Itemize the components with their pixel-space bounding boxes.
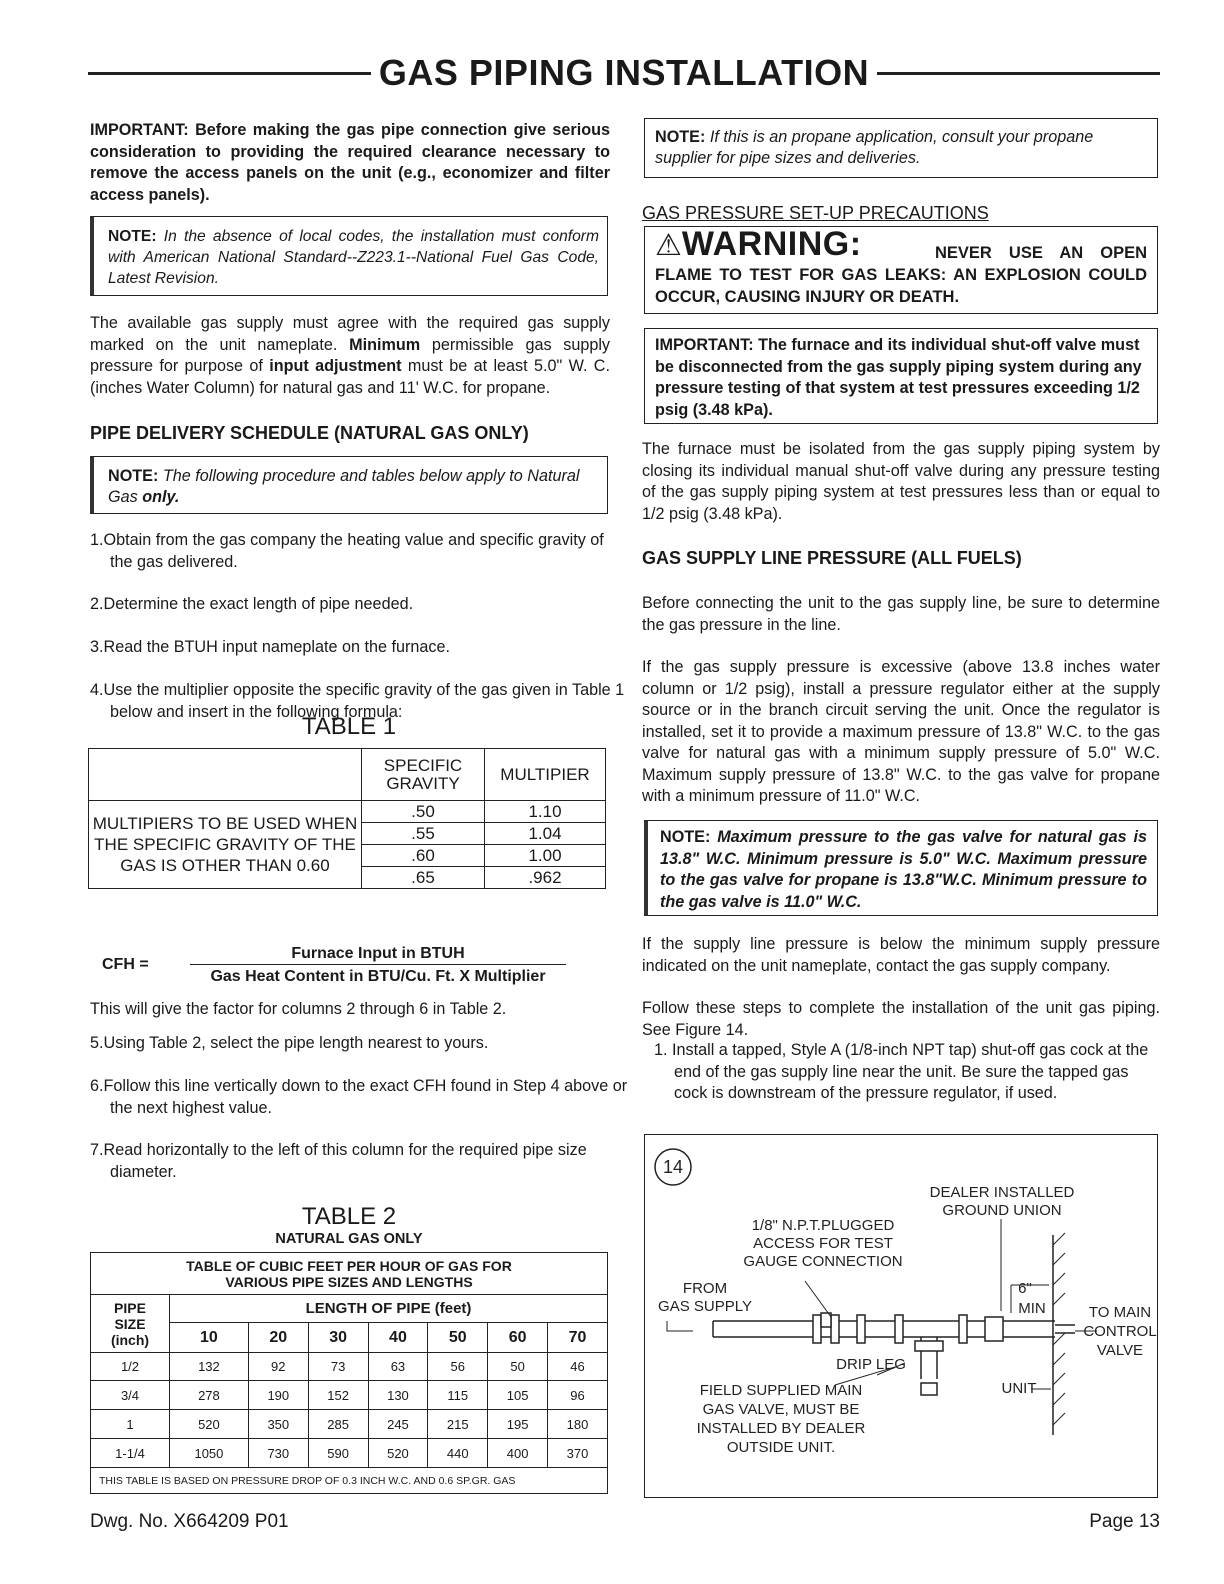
note-codes-text: In the absence of local codes, the installation must conform with American National Standard--Z223.1--National Fuel Gas Code, Latest Revision. — [108, 228, 599, 287]
figure-14 — [644, 1134, 1158, 1498]
svg-text:CONTROL: CONTROL — [1083, 1323, 1157, 1340]
table2-length-header: LENGTH OF PIPE (feet) — [170, 1295, 608, 1323]
formula-numerator: Furnace Input in BTUH — [190, 945, 566, 965]
table2-length: 50 — [428, 1323, 488, 1353]
precautions-heading: GAS PRESSURE SET-UP PRECAUTIONS — [642, 203, 989, 223]
table2-length: 20 — [248, 1323, 308, 1353]
pipe-fitting — [895, 1315, 903, 1343]
gas-cock-fitting — [813, 1315, 821, 1343]
schedule-heading: PIPE DELIVERY SCHEDULE (NATURAL GAS ONLY) — [90, 423, 529, 443]
table2-caption: TABLE OF CUBIC FEET PER HOUR OF GAS FOR VARIOUS PIPE SIZES AND LENGTHS — [91, 1253, 608, 1295]
line-pressure-heading: GAS SUPPLY LINE PRESSURE (ALL FUELS) — [642, 548, 1022, 568]
factor-text: This will give the factor for columns 2 through 6 in Table 2. — [90, 1000, 507, 1018]
table1-cell: .65 — [362, 867, 485, 889]
gas-pipe — [713, 1321, 1075, 1337]
step-3: 3.Read the BTUH input nameplate on the furnace. — [90, 638, 450, 656]
svg-text:MIN: MIN — [1018, 1300, 1046, 1317]
ground-union-icon — [985, 1317, 1003, 1341]
table2-length: 60 — [488, 1323, 548, 1353]
table1-col-mult: MULTIPIER — [485, 749, 606, 801]
table1-cell: .55 — [362, 823, 485, 845]
table1-col-sg: SPECIFIC GRAVITY — [362, 749, 485, 801]
important-disconnect: IMPORTANT: The furnace and its individual shut-off valve must be disconnected from the gas supply piping system during any pressure testing of that system at test pressures exceeding 1/2 psig (3.48 kPa). — [644, 328, 1158, 424]
svg-text:GAUGE CONNECTION: GAUGE CONNECTION — [743, 1253, 903, 1270]
svg-text:DRIP LEG: DRIP LEG — [836, 1356, 906, 1373]
page-title: GAS PIPING INSTALLATION — [371, 52, 877, 93]
svg-text:INSTALLED BY DEALER: INSTALLED BY DEALER — [696, 1420, 866, 1437]
table1-row-label: MULTIPIERS TO BE USED WHEN THE SPECIFIC GRAVITY OF THE GAS IS OTHER THAN 0.60 — [89, 801, 362, 889]
install-step-1: 1. Install a tapped, Style A (1/8-inch NPT tap) shut-off gas cock at the end of the gas supply line near the unit. Be sure the tapped gas cock is downstream of the pressure regulator, if used. — [654, 1041, 1149, 1102]
table-2 — [90, 1252, 608, 1494]
supply-paragraph: The available gas supply must agree with the required gas supply marked on the unit nameplate. Minimum permissible gas supply pressure for purpose of input adjustment must be at least 5.0" W. C. (inches Water Column) for natural gas and 11' W.C. for propane. — [90, 314, 611, 397]
line-paragraph-4: Follow these steps to complete the installation of the unit gas piping. See Figure 14. — [642, 999, 1160, 1039]
line-paragraph-2: If the gas supply pressure is excessive (above 13.8 inches water column or 1/2 psig), install a pressure regulator either at the supply source or in the branch circuit serving the unit. Once the regulator is installed, set it to provide a maximum pressure of 13.8" W.C. to the gas valve for natural gas with a minimum supply pressure of 5.0" W.C. Maximum supply pressure of 13.8" W.C. to the gas valve for propane with a minimum pressure of 11.0" W.C. — [642, 658, 1160, 805]
table1-title: TABLE 1 — [301, 713, 397, 740]
step-5: 5.Using Table 2, select the pipe length nearest to yours. — [90, 1034, 489, 1052]
svg-text:VALVE: VALVE — [1096, 1342, 1144, 1359]
table1-cell: 1.00 — [485, 845, 606, 867]
svg-text:TO MAIN: TO MAIN — [1088, 1304, 1152, 1321]
note-propane: NOTE: If this is an propane application, consult your propane supplier for pipe sizes and deliveries. — [644, 118, 1158, 178]
step-6: 6.Follow this line vertically down to the exact CFH found in Step 4 above or the next highest value. — [90, 1077, 628, 1117]
table2-title: TABLE 2 — [301, 1203, 397, 1230]
table-row: 1-1/4 1050 730 590 520 440 400 370 — [91, 1439, 608, 1468]
step-2: 2.Determine the exact length of pipe needed. — [90, 595, 414, 613]
svg-text:GAS VALVE, MUST BE: GAS VALVE, MUST BE — [702, 1401, 860, 1418]
table2-footnote: THIS TABLE IS BASED ON PRESSURE DROP OF 0.3 INCH W.C. AND 0.6 SP.GR. GAS — [91, 1468, 608, 1494]
table2-length: 70 — [548, 1323, 608, 1353]
svg-text:GROUND UNION: GROUND UNION — [942, 1202, 1062, 1219]
table2-length: 10 — [170, 1323, 249, 1353]
line-paragraph-3: If the supply line pressure is below the minimum supply pressure indicated on the unit nameplate, contact the gas supply company. — [642, 935, 1160, 975]
note-codes — [90, 216, 608, 296]
table2-length: 30 — [308, 1323, 368, 1353]
note-label: NOTE: — [108, 228, 157, 245]
table-1 — [88, 748, 606, 889]
table1-cell: 1.10 — [485, 801, 606, 823]
warning-text: NEVER USE AN OPEN FLAME TO TEST FOR GAS LEAKS: AN EXPLOSION COULD OCCUR, CAUSING INJURY OR DEATH. — [655, 244, 1147, 306]
table1-cell: .60 — [362, 845, 485, 867]
step-1: 1.Obtain from the gas company the heating value and specific gravity of the gas delivered. — [90, 531, 604, 571]
table-row: 1/2 132 92 73 63 56 50 46 — [91, 1353, 608, 1381]
isolate-paragraph: The furnace must be isolated from the gas supply piping system by closing its individual manual shut-off valve during any pressure testing of the gas supply piping system at test pressures less than or equal to 1/2 psig (3.48 kPa). — [642, 440, 1160, 523]
svg-text:ACCESS FOR TEST: ACCESS FOR TEST — [753, 1235, 893, 1252]
line-paragraph-1: Before connecting the unit to the gas supply line, be sure to determine the gas pressure in the line. — [642, 594, 1160, 634]
pipe-fitting — [857, 1315, 865, 1343]
svg-text:6": 6" — [1018, 1280, 1032, 1297]
svg-text:DEALER INSTALLED: DEALER INSTALLED — [929, 1184, 1075, 1201]
gas-piping-diagram — [645, 1135, 1157, 1497]
svg-text:OUTSIDE UNIT.: OUTSIDE UNIT. — [726, 1439, 836, 1456]
formula-denominator: Gas Heat Content in BTU/Cu. Ft. X Multiplier — [210, 968, 546, 985]
warning-word: WARNING: — [681, 225, 862, 263]
table2-length: 40 — [368, 1323, 428, 1353]
table2-subtitle: NATURAL GAS ONLY — [275, 1231, 423, 1247]
table1-cell: .962 — [485, 867, 606, 889]
table1-cell: 1.04 — [485, 823, 606, 845]
warning-triangle-icon: ⚠ — [655, 229, 682, 262]
pipe-fitting — [959, 1315, 967, 1343]
unit-wall — [1053, 1233, 1065, 1435]
page-number: Page 13 — [1089, 1511, 1160, 1532]
note-natural-gas: NOTE: The following procedure and tables below apply to Natural Gas only. — [90, 456, 608, 514]
table1-cell: .50 — [362, 801, 485, 823]
table-row: 1 520 350 285 245 215 195 180 — [91, 1410, 608, 1439]
svg-text:FIELD SUPPLIED MAIN: FIELD SUPPLIED MAIN — [699, 1382, 863, 1399]
step-4: 4.Use the multiplier opposite the specific gravity of the gas given in Table 1 below and insert in the following formula: — [90, 681, 625, 721]
drawing-number: Dwg. No. X664209 P01 — [90, 1511, 289, 1532]
figure-number: 14 — [662, 1157, 684, 1177]
table-row: 3/4 278 190 152 130 115 105 96 — [91, 1381, 608, 1410]
svg-text:UNIT: UNIT — [1001, 1380, 1037, 1397]
note-max-pressure: NOTE: Maximum pressure to the gas valve for natural gas is 13.8" W.C. Minimum pressure is 5.0" W.C. Maximum pressure to the gas valve for propane is 13.8"W.C. Minimum pressure to the gas valve is 11.0" W.C. — [644, 820, 1158, 916]
warning-box — [644, 226, 1158, 314]
formula-lhs: CFH = — [102, 956, 149, 973]
gas-cock-fitting — [831, 1315, 839, 1343]
step-7: 7.Read horizontally to the left of this column for the required pipe size diameter. — [90, 1141, 587, 1181]
svg-text:GAS SUPPLY: GAS SUPPLY — [658, 1298, 752, 1315]
table2-pipe-size-header: PIPE SIZE (inch) — [91, 1295, 170, 1353]
important-clearance: IMPORTANT: Before making the gas pipe connection give serious consideration to providing the required clearance necessary to remove the access panels on the unit (e.g., economizer and filter access panels). — [90, 121, 610, 204]
page-header — [88, 52, 1160, 96]
svg-text:FROM: FROM — [682, 1280, 728, 1297]
drip-leg — [915, 1337, 943, 1395]
svg-text:1/8" N.P.T.PLUGGED: 1/8" N.P.T.PLUGGED — [751, 1217, 895, 1234]
